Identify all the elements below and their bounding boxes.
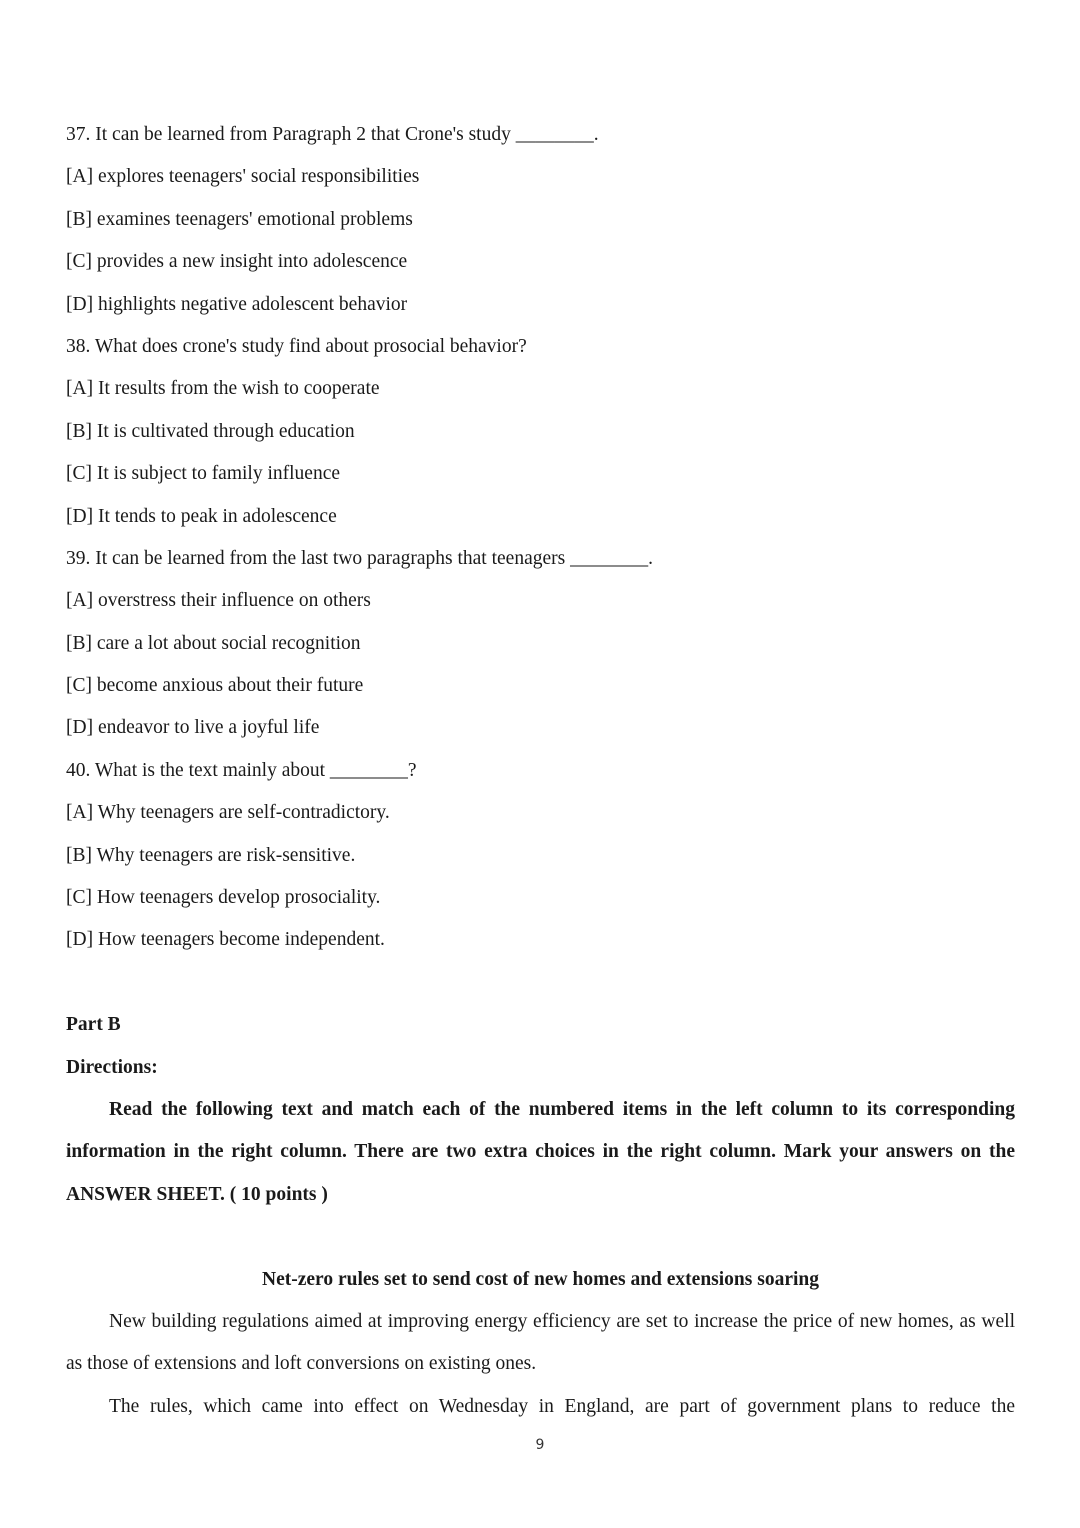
option-b: [B] care a lot about social recognition <box>66 632 361 654</box>
option-c: [C] It is subject to family influence <box>66 463 341 485</box>
option-a: [A] explores teenagers' social responsibilities <box>66 166 420 188</box>
option-d: [D] highlights negative adolescent behavior <box>66 293 408 315</box>
article-paragraph-2: The rules, which came into effect on Wednesday in England, are part of government plans to reduce the <box>109 1395 1015 1417</box>
option-c: [C] provides a new insight into adolescence <box>66 251 408 273</box>
article-paragraph-1: New building regulations aimed at improving energy efficiency are set to increase the price of new homes, as well as those of extensions and loft conversions on existing ones. <box>66 1310 1015 1375</box>
question-stem: 38. What does crone's study find about prosocial behavior? <box>66 335 527 357</box>
part-b-heading: Part B <box>66 1014 121 1036</box>
question-38 <box>66 326 1015 538</box>
option-b: [B] It is cultivated through education <box>66 420 355 442</box>
article-title: Net-zero rules set to send cost of new homes and extensions soaring <box>262 1268 819 1290</box>
option-d: [D] How teenagers become independent. <box>66 929 385 951</box>
directions-text: Read the following text and match each of the numbered items in the left column to its corresponding information in the right column. There are two extra choices in the right column. Mark your answers on the ANSWER SHEET. ( 10 points ) <box>66 1098 1015 1205</box>
option-a: [A] Why teenagers are self-contradictory. <box>66 802 390 824</box>
question-stem: 39. It can be learned from the last two paragraphs that teenagers ________. <box>66 547 653 569</box>
option-b: [B] examines teenagers' emotional problems <box>66 208 413 230</box>
page-number: 9 <box>535 1437 545 1453</box>
option-a: [A] overstress their influence on others <box>66 590 371 612</box>
section-spacer <box>66 962 1015 1004</box>
option-d: [D] endeavor to live a joyful life <box>66 717 320 739</box>
question-37 <box>66 114 1015 326</box>
question-40 <box>66 750 1015 962</box>
option-a: [A] It results from the wish to cooperate <box>66 378 380 400</box>
option-b: [B] Why teenagers are risk-sensitive. <box>66 844 356 866</box>
question-stem: 37. It can be learned from Paragraph 2 that Crone's study ________. <box>66 124 599 145</box>
option-c: [C] How teenagers develop prosociality. <box>66 887 381 909</box>
section-spacer <box>66 1216 1015 1258</box>
option-c: [C] become anxious about their future <box>66 675 364 697</box>
option-d: [D] It tends to peak in adolescence <box>66 505 337 527</box>
question-stem: 40. What is the text mainly about ________? <box>66 759 417 781</box>
question-39 <box>66 538 1015 750</box>
document-page <box>66 114 1015 1428</box>
directions-label: Directions: <box>66 1056 158 1078</box>
